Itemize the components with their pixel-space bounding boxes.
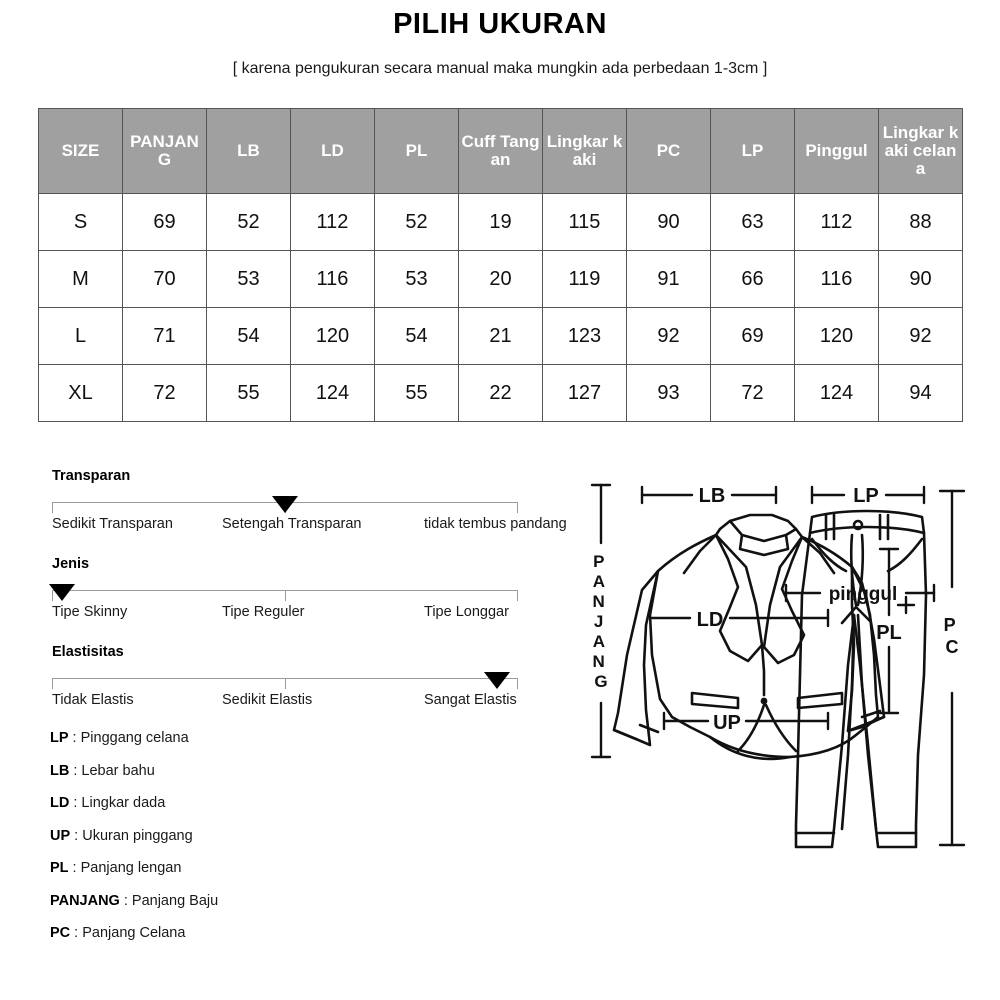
cell-lingkar-kaki: 119 (543, 251, 627, 308)
cell-panjang: 71 (123, 308, 207, 365)
cell-panjang: 72 (123, 365, 207, 422)
cell-size: L (39, 308, 123, 365)
slider-track-wrap[interactable] (52, 578, 518, 604)
legend-desc: : Panjang Celana (70, 925, 186, 941)
legend-item (50, 893, 390, 909)
slider-tick-end (517, 502, 518, 513)
table-row (39, 251, 963, 308)
table-row (39, 308, 963, 365)
cell-lb: 53 (207, 251, 291, 308)
cell-cuff-tangan: 21 (459, 308, 543, 365)
slider-title: Jenis (52, 556, 90, 572)
slider-label-right: Sangat Elastis (424, 692, 517, 708)
cell-ld: 116 (291, 251, 375, 308)
legend-item (50, 860, 390, 876)
legend-abbr: LP (50, 730, 69, 746)
legend-desc: : Panjang lengan (68, 860, 182, 876)
cell-panjang: 70 (123, 251, 207, 308)
legend-desc: : Ukuran pinggang (70, 827, 193, 844)
dimension-pc (940, 491, 964, 845)
slider-tick-end (517, 590, 518, 601)
legend-desc: : Lingkar dada (69, 795, 166, 811)
cell-pc: 92 (627, 308, 711, 365)
slider-tick-end (517, 678, 518, 689)
cell-lingkar-kaki-celana: 94 (879, 365, 963, 422)
cell-lp: 63 (711, 194, 795, 251)
slider-label-left: Tidak Elastis (52, 692, 134, 708)
slider-tick-mid (285, 590, 286, 601)
column-header-ld: LD (291, 109, 375, 194)
legend-desc: : Panjang Baju (119, 892, 219, 909)
cell-lp: 69 (711, 308, 795, 365)
cell-lingkar-kaki-celana: 90 (879, 251, 963, 308)
size-chart-table (38, 108, 963, 422)
slider-label-left: Tipe Skinny (52, 604, 128, 620)
slider-marker-triangle-icon[interactable] (49, 584, 75, 601)
column-header-lp: LP (711, 109, 795, 194)
cell-pinggul: 124 (795, 365, 879, 422)
abbreviation-legend (50, 730, 390, 958)
cell-lb: 52 (207, 194, 291, 251)
legend-item (50, 795, 390, 811)
cell-pc: 91 (627, 251, 711, 308)
cell-pl: 52 (375, 194, 459, 251)
measurement-diagram (580, 455, 1000, 875)
slider-track-wrap[interactable] (52, 490, 518, 516)
label-up: UP (713, 712, 741, 734)
cell-panjang: 69 (123, 194, 207, 251)
slider-track-wrap[interactable] (52, 666, 518, 692)
column-header-lingkar-kaki: Lingkar kaki (543, 109, 627, 194)
column-header-size: SIZE (39, 109, 123, 194)
legend-item (50, 925, 390, 941)
column-header-pc: PC (627, 109, 711, 194)
label-pl: PL (876, 622, 902, 644)
slider-label-right: tidak tembus pandang (424, 516, 567, 532)
cell-cuff-tangan: 22 (459, 365, 543, 422)
cell-pinggul: 112 (795, 194, 879, 251)
cell-pl: 55 (375, 365, 459, 422)
cell-pinggul: 116 (795, 251, 879, 308)
legend-abbr: LD (50, 795, 70, 811)
legend-abbr: UP (50, 827, 71, 844)
legend-abbr: LB (50, 762, 70, 779)
cell-lingkar-kaki: 115 (543, 194, 627, 251)
attribute-sliders (52, 468, 567, 732)
slider-labels (52, 604, 518, 624)
cell-lb: 54 (207, 308, 291, 365)
cell-lp: 72 (711, 365, 795, 422)
cell-size: S (39, 194, 123, 251)
table-header-row (39, 109, 963, 194)
slider-marker-triangle-icon[interactable] (272, 496, 298, 513)
legend-desc: : Lebar bahu (69, 762, 155, 779)
slider-label-right: Tipe Longgar (424, 604, 509, 620)
label-ld: LD (696, 609, 724, 631)
table-row (39, 365, 963, 422)
slider-label-left: Sedikit Transparan (52, 516, 173, 532)
cell-ld: 112 (291, 194, 375, 251)
slider-marker-triangle-icon[interactable] (484, 672, 510, 689)
legend-item (50, 828, 390, 844)
label-panjang: P A N J A N G (592, 552, 608, 691)
cell-ld: 120 (291, 308, 375, 365)
column-header-pl: PL (375, 109, 459, 194)
cell-cuff-tangan: 19 (459, 194, 543, 251)
column-header-cuff-tangan: Cuff Tangan (459, 109, 543, 194)
slider-tick-start (52, 678, 53, 689)
cell-lingkar-kaki-celana: 92 (879, 308, 963, 365)
slider-title: Transparan (52, 468, 131, 484)
table-row (39, 194, 963, 251)
slider-label-mid: Sedikit Elastis (222, 692, 313, 708)
slider-label-mid: Setengah Transparan (222, 516, 362, 532)
label-lb: LB (698, 485, 726, 507)
slider-elastisitas (52, 644, 522, 712)
column-header-panjang: PANJANG (123, 109, 207, 194)
cell-lingkar-kaki: 123 (543, 308, 627, 365)
label-pinggul: pinggul (828, 584, 898, 605)
cell-size: XL (39, 365, 123, 422)
cell-lingkar-kaki-celana: 88 (879, 194, 963, 251)
cell-pl: 54 (375, 308, 459, 365)
legend-item (50, 730, 390, 746)
slider-jenis (52, 556, 522, 624)
label-pc: P C (943, 615, 959, 657)
slider-labels (52, 516, 567, 536)
cell-pinggul: 120 (795, 308, 879, 365)
cell-lb: 55 (207, 365, 291, 422)
column-header-lb: LB (207, 109, 291, 194)
cell-pc: 90 (627, 194, 711, 251)
slider-transparan (52, 468, 567, 536)
slider-label-mid: Tipe Reguler (222, 604, 305, 620)
cell-cuff-tangan: 20 (459, 251, 543, 308)
legend-abbr: PC (50, 925, 71, 941)
cell-pc: 93 (627, 365, 711, 422)
cell-ld: 124 (291, 365, 375, 422)
column-header-lingkar-kaki-celana: Lingkar kaki celana (879, 109, 963, 194)
slider-title: Elastisitas (52, 644, 124, 660)
cell-lp: 66 (711, 251, 795, 308)
slider-tick-mid (285, 678, 286, 689)
cell-size: M (39, 251, 123, 308)
legend-desc: : Pinggang celana (68, 730, 189, 746)
label-lp: LP (853, 485, 879, 507)
legend-abbr: PL (50, 860, 69, 876)
column-header-pinggul: Pinggul (795, 109, 879, 194)
page-title: PILIH UKURAN (393, 8, 607, 40)
legend-item (50, 763, 390, 779)
legend-abbr: PANJANG (50, 892, 120, 909)
page-subtitle: [ karena pengukuran secara manual maka mungkin ada perbedaan 1-3cm ] (232, 60, 768, 77)
slider-labels (52, 692, 518, 712)
cell-lingkar-kaki: 127 (543, 365, 627, 422)
trousers-illustration (796, 511, 926, 847)
cell-pl: 53 (375, 251, 459, 308)
slider-tick-start (52, 502, 53, 513)
